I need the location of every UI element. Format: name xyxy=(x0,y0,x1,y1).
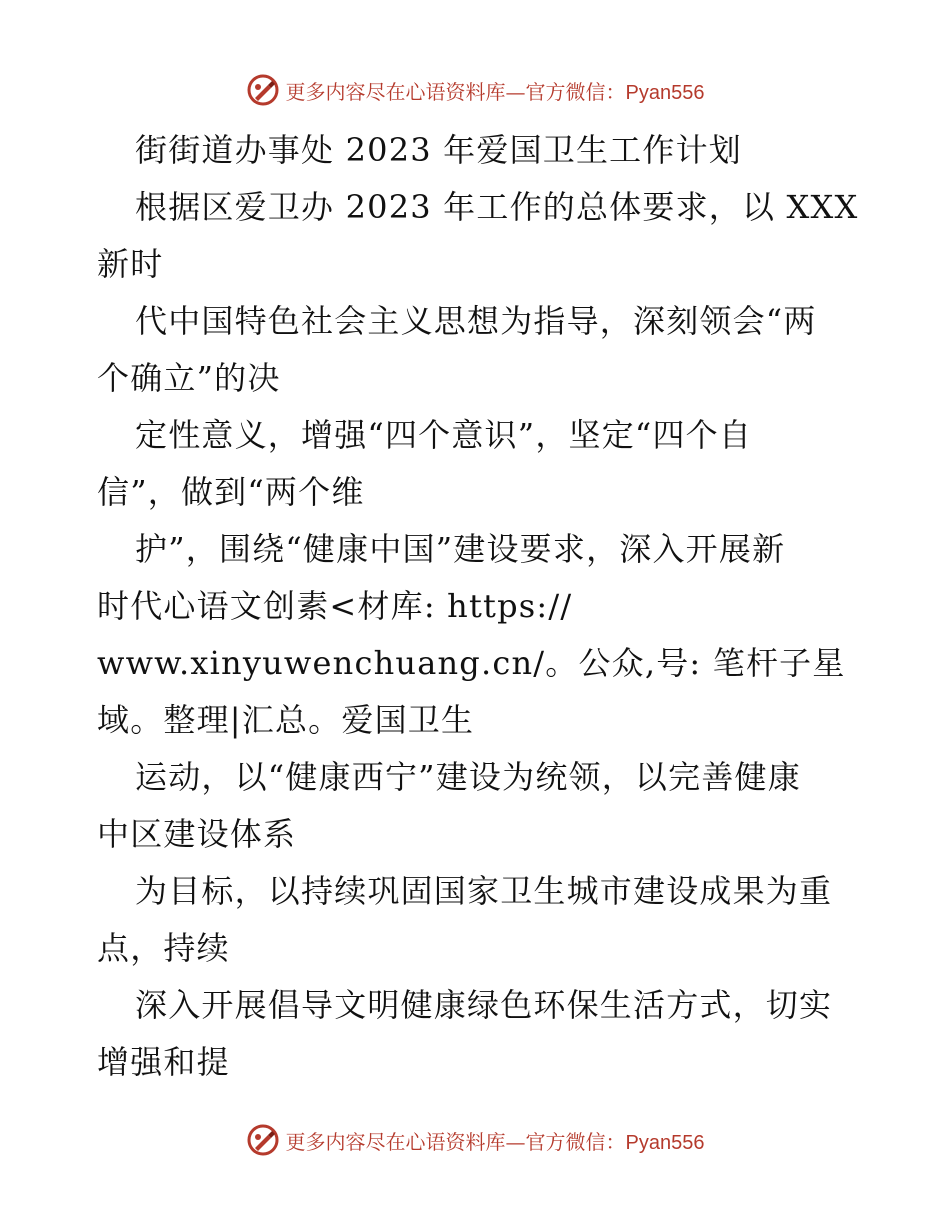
paragraph-line: 个确立”的决 xyxy=(97,359,281,397)
paragraph-line: 域。整理|汇总。爱国卫生 xyxy=(97,701,475,739)
paragraph-line: 深入开展倡导文明健康绿色环保生活方式，切实 xyxy=(135,986,833,1024)
header-watermark xyxy=(0,70,950,110)
paragraph-line: 运动，以“健康西宁”建设为统领，以完善健康 xyxy=(135,758,801,796)
paragraph-line: 根据区爱卫办 2023 年工作的总体要求，以 XXX xyxy=(135,188,859,226)
document-body xyxy=(97,122,857,1091)
paragraph-line: www.xinyuwenchuang.cn/。公众,号: 笔杆子星 xyxy=(97,644,846,682)
footer-watermark-text: 更多内容尽在心语资料库—官方微信：Pyan556 xyxy=(285,1129,705,1154)
paragraph-line: 为目标，以持续巩固国家卫生城市建设成果为重 xyxy=(135,872,833,910)
pen-nib-logo-icon xyxy=(246,73,280,107)
footer-watermark xyxy=(0,1120,950,1160)
header-watermark-text: 更多内容尽在心语资料库—官方微信：Pyan556 xyxy=(285,79,705,104)
paragraph-line: 增强和提 xyxy=(97,1043,230,1081)
paragraph-line: 时代心语文创素<材库: https:// xyxy=(97,587,573,625)
paragraph-line: 定性意义，增强“四个意识”，坚定“四个自 xyxy=(135,416,753,454)
pen-nib-logo-icon xyxy=(246,1123,280,1157)
paragraph-line: 新时 xyxy=(97,245,164,283)
paragraph-line: 点，持续 xyxy=(97,929,230,967)
document-title: 街街道办事处 2023 年爱国卫生工作计划 xyxy=(135,131,742,169)
paragraph-line: 护”，围绕“健康中国”建设要求，深入开展新 xyxy=(135,530,786,568)
paragraph-line: 代中国特色社会主义思想为指导，深刻领会“两 xyxy=(135,302,817,340)
paragraph-line: 中区建设体系 xyxy=(97,815,297,853)
paragraph-line: 信”，做到“两个维 xyxy=(97,473,365,511)
